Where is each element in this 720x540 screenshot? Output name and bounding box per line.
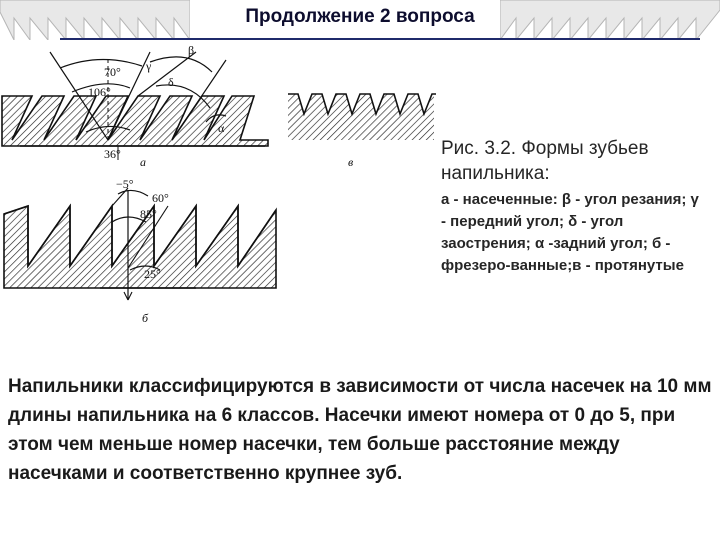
label-part-a: а (140, 155, 146, 169)
label-beta: β (188, 44, 195, 57)
label-part-b: б (142, 311, 149, 325)
label-delta: δ (168, 75, 174, 89)
figure-caption (441, 136, 706, 277)
label-angle-36: 36° (104, 147, 121, 161)
file-teeth-figure (0, 44, 440, 344)
cut-teeth-profile (2, 96, 268, 146)
label-alpha: α (218, 121, 225, 135)
caption-description: а - насеченные: β - угол резания; γ - передний угол; δ - угол заострения; α -задний угол; б - фрезеро-ванные;в - протянутые (441, 191, 699, 274)
label-angle-60: 60° (152, 191, 169, 205)
label-gamma: γ (146, 59, 152, 73)
label-angle-85: 85° (140, 207, 157, 221)
label-angle-25: 25° (144, 267, 161, 281)
slide-title: Продолжение 2 вопроса (245, 6, 475, 27)
label-part-v: в (348, 155, 354, 169)
label-angle-neg5: −5° (116, 177, 134, 191)
label-angle-106: 106° (88, 85, 111, 99)
title-underline (60, 38, 700, 40)
label-angle-70: 70° (104, 65, 121, 79)
caption-title: Рис. 3.2. Формы зубьев напильника: (441, 138, 649, 184)
body-paragraph: Напильники классифицируются в зависимости от числа насечек на 10 мм длины напильника на 6 классов. Насечки имеют номера от 0 до 5, при этом чем меньше номер насечки, тем больше расстояние между насечками и соответственно крупнее зуб. (8, 376, 712, 484)
